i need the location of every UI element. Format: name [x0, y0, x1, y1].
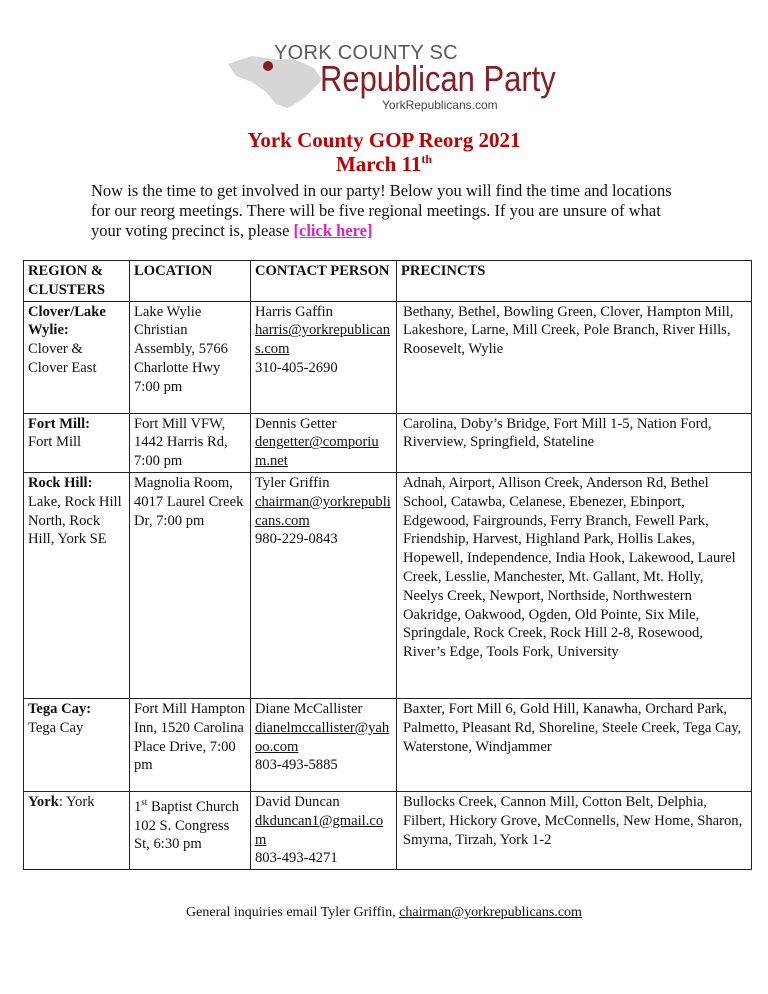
table-row	[24, 301, 752, 413]
logo-county-text: YORK COUNTY SC	[274, 42, 458, 64]
intro-paragraph	[91, 181, 691, 241]
region-clusters: Fort Mill	[28, 434, 82, 451]
region-name: Rock Hill:	[28, 474, 93, 491]
region-clusters: Lake, Rock Hill North, Rock Hill, York SE	[28, 493, 122, 548]
intro-text: Now is the time to get involved in our party! Below you will find the time and locations for our reorg meetings. There will be five regional meetings. If you are unsure of what your voting precinct is, please	[91, 181, 672, 240]
location-cell: Fort Mill Hampton Inn, 1520 Carolina Place Drive, 7:00 pm	[130, 698, 251, 791]
click-here-link[interactable]: [click here]	[293, 221, 373, 240]
contact-name: Tyler Griffin	[255, 474, 330, 491]
contact-cell	[251, 413, 397, 472]
footer-note	[0, 905, 768, 921]
contact-name: David Duncan	[255, 793, 340, 810]
table-row	[24, 413, 752, 472]
location-text: Baptist Church 102 S. Congress St, 6:30 pm	[134, 798, 239, 853]
location-number: 1	[134, 798, 142, 815]
header-region: REGION & CLUSTERS	[24, 261, 130, 302]
region-cell	[24, 301, 130, 413]
region-cell	[24, 698, 130, 791]
region-name: Tega Cay:	[28, 700, 92, 717]
logo-party-text: Republican Party	[320, 58, 556, 99]
date-suffix: th	[421, 152, 433, 166]
reorg-meetings-table	[23, 260, 752, 870]
contact-email-link[interactable]: dengetter@comporium.net	[255, 434, 379, 470]
location-cell: Lake Wylie Christian Assembly, 5766 Charlotte Hwy 7:00 pm	[130, 301, 251, 413]
region-name: Clover/Lake Wylie:	[28, 303, 106, 339]
table-row	[24, 698, 752, 791]
contact-phone: 980-229-0843	[255, 531, 338, 548]
region-cell	[24, 472, 130, 698]
party-logo	[222, 40, 556, 116]
contact-phone: 803-493-4271	[255, 850, 338, 867]
region-cell	[24, 791, 130, 869]
contact-name: Dennis Getter	[255, 415, 337, 432]
region-clusters: Tega Cay	[28, 719, 84, 736]
contact-email-link[interactable]: chairman@yorkrepublicans.com	[255, 493, 391, 529]
region-cell	[24, 413, 130, 472]
page-subtitle-date	[0, 152, 768, 177]
footer-email-link[interactable]: chairman@yorkrepublicans.com	[399, 905, 582, 920]
table-row	[24, 791, 752, 869]
contact-email-link[interactable]: harris@yorkrepublicans.com	[255, 322, 391, 358]
region-clusters: Clover & Clover East	[28, 341, 97, 376]
precincts-cell: Adnah, Airport, Allison Creek, Anderson Rd, Bethel School, Catawba, Celanese, Ebenezer, Ebinport, Edgewood, Fairgrounds, Ferry Branch, Fewell Park, Friendship, Harvest, Highland Park, Hollis Lakes, Hopewell, Independence, India Hook, Lakewood, Laurel Creek, Lesslie, Manchester, Mt. Gallant, Mt. Holly, Neelys Creek, Newport, Northside, Northwestern Oakridge, Oakwood, Ogden, Old Pointe, Six Mile, Springdale, Rock Creek, Rock Hill 2-8, Rosewood, River’s Edge, Tools Fork, University	[397, 472, 752, 698]
contact-email-link[interactable]: dkduncan1@gmail.com	[255, 812, 384, 848]
contact-cell	[251, 472, 397, 698]
region-name: Fort Mill:	[28, 415, 90, 432]
contact-phone: 803-493-5885	[255, 757, 338, 774]
location-cell	[130, 791, 251, 869]
location-cell: Fort Mill VFW, 1442 Harris Rd, 7:00 pm	[130, 413, 251, 472]
contact-name: Harris Gaffin	[255, 303, 333, 320]
region-clusters: : York	[58, 793, 95, 810]
logo-website-text: YorkRepublicans.com	[382, 98, 498, 112]
header-precincts: PRECINCTS	[397, 261, 752, 302]
precincts-cell: Carolina, Doby’s Bridge, Fort Mill 1-5, Nation Ford, Riverview, Springfield, Stateline	[397, 413, 752, 472]
location-cell: Magnolia Room, 4017 Laurel Creek Dr, 7:00 pm	[130, 472, 251, 698]
header-contact: CONTACT PERSON	[251, 261, 397, 302]
region-name: York	[28, 793, 59, 810]
page-title: York County GOP Reorg 2021	[247, 128, 521, 152]
contact-cell	[251, 698, 397, 791]
contact-cell	[251, 301, 397, 413]
precincts-cell: Bullocks Creek, Cannon Mill, Cotton Belt, Delphia, Filbert, Hickory Grove, McConnells, New Home, Sharon, Smyrna, Tirzah, York 1-2	[397, 791, 752, 869]
footer-text: General inquiries email Tyler Griffin,	[186, 905, 400, 920]
table-row	[24, 472, 752, 698]
date-text: March 11	[335, 152, 422, 176]
contact-cell	[251, 791, 397, 869]
precincts-cell: Baxter, Fort Mill 6, Gold Hill, Kanawha, Orchard Park, Palmetto, Pleasant Rd, Shoreline, Steele Creek, Tega Cay, Waterstone, Windjammer	[397, 698, 752, 791]
precincts-cell: Bethany, Bethel, Bowling Green, Clover, Hampton Mill, Lakeshore, Larne, Mill Creek, Pole Branch, River Hills, Roosevelt, Wylie	[397, 301, 752, 413]
contact-email-link[interactable]: dianelmccallister@yahoo.com	[255, 719, 390, 755]
location-suffix: st	[141, 796, 148, 807]
header-location: LOCATION	[130, 261, 251, 302]
contact-name: Diane McCallister	[255, 700, 363, 717]
contact-phone: 310-405-2690	[255, 359, 338, 376]
table-header-row	[24, 261, 752, 302]
